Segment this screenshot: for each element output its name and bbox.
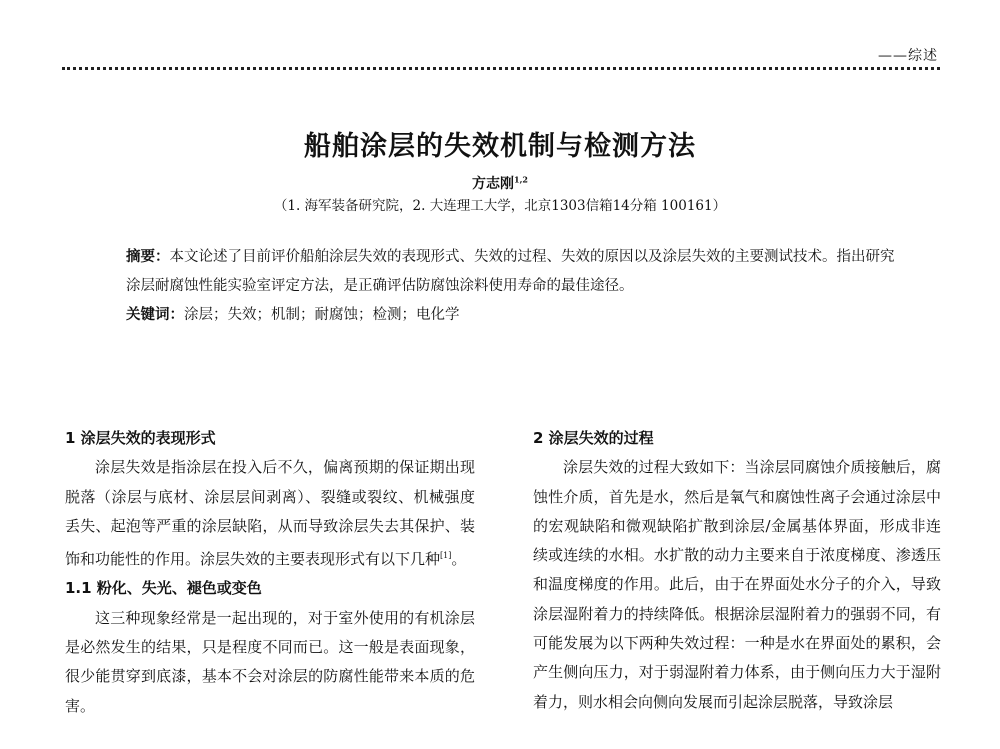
left-column [65, 424, 475, 721]
keywords-text: 涂层；失效；机制；耐腐蚀；检测；电化学 [184, 307, 460, 323]
abstract-block [126, 243, 896, 330]
paper-title: 船舶涂层的失效机制与检测方法 [304, 131, 696, 162]
subsection11-paragraph: 这三种现象经常是一起出现的，对于室外使用的有机涂层是必然发生的结果，只是程度不同而已。这一般是表面现象，很少能贯穿到底漆，基本不会对涂层的防腐性能带来本质的危害。 [65, 608, 475, 715]
section1-paragraph [65, 453, 475, 574]
header-divider [62, 67, 940, 70]
section2-heading: 2 涂层失效的过程 [533, 429, 654, 447]
author-name: 方志刚 [472, 176, 515, 192]
section-tag: ——综述 [878, 48, 938, 64]
subsection11-heading: 1.1 粉化、失光、褪色或变色 [65, 579, 262, 598]
right-column [533, 424, 941, 717]
abstract-paragraph [126, 243, 896, 301]
author-line [0, 173, 1000, 193]
section1-end: 。 [451, 550, 467, 569]
section2-paragraph: 涂层失效的过程大致如下：当涂层同腐蚀介质接触后，腐蚀性介质，首先是水，然后是氧气和腐蚀性离子会通过涂层中的宏观缺陷和微观缺陷扩散到涂层/金属基体界面，形成非连续或连续的水相。水扩散的动力主要来自于浓度梯度、渗透压和温度梯度的作用。此后，由于在界面处水分子的介入，导致涂层湿附着力的持续降低。根据涂层湿附着力的强弱不同，有可能发展为以下两种失效过程：一种是水在界面处的累积，会产生侧向压力，对于弱湿附着力体系，由于侧向压力大于湿附着力，则水相会向侧向发展而引起涂层脱落，导致涂层 [533, 458, 941, 711]
keywords-paragraph [126, 301, 896, 330]
section1-heading: 1 涂层失效的表现形式 [65, 429, 216, 447]
affiliation: （1. 海军装备研究院，2. 大连理工大学，北京1303信箱14分箱 100161） [273, 198, 727, 214]
abstract-text: 本文论述了目前评价船舶涂层失效的表现形式、失效的过程、失效的原因以及涂层失效的主要测试技术。指出研究涂层耐腐蚀性能实验室评定方法，是正确评估防腐蚀涂料使用寿命的最佳途径。 [126, 249, 895, 294]
citation-ref: [1] [440, 551, 452, 561]
keywords-label: 关键词： [126, 307, 184, 323]
section1-text: 涂层失效是指涂层在投入后不久，偏离预期的保证期出现脱落（涂层与底材、涂层层间剥离）、裂缝或裂纹、机械强度丢失、起泡等严重的涂层缺陷，从而导致涂层失去其保护、装饰和功能性的作用。涂层失效的主要表现形式有以下几种 [65, 458, 475, 569]
abstract-label: 摘要： [126, 249, 170, 265]
author-superscript: 1,2 [514, 174, 528, 185]
